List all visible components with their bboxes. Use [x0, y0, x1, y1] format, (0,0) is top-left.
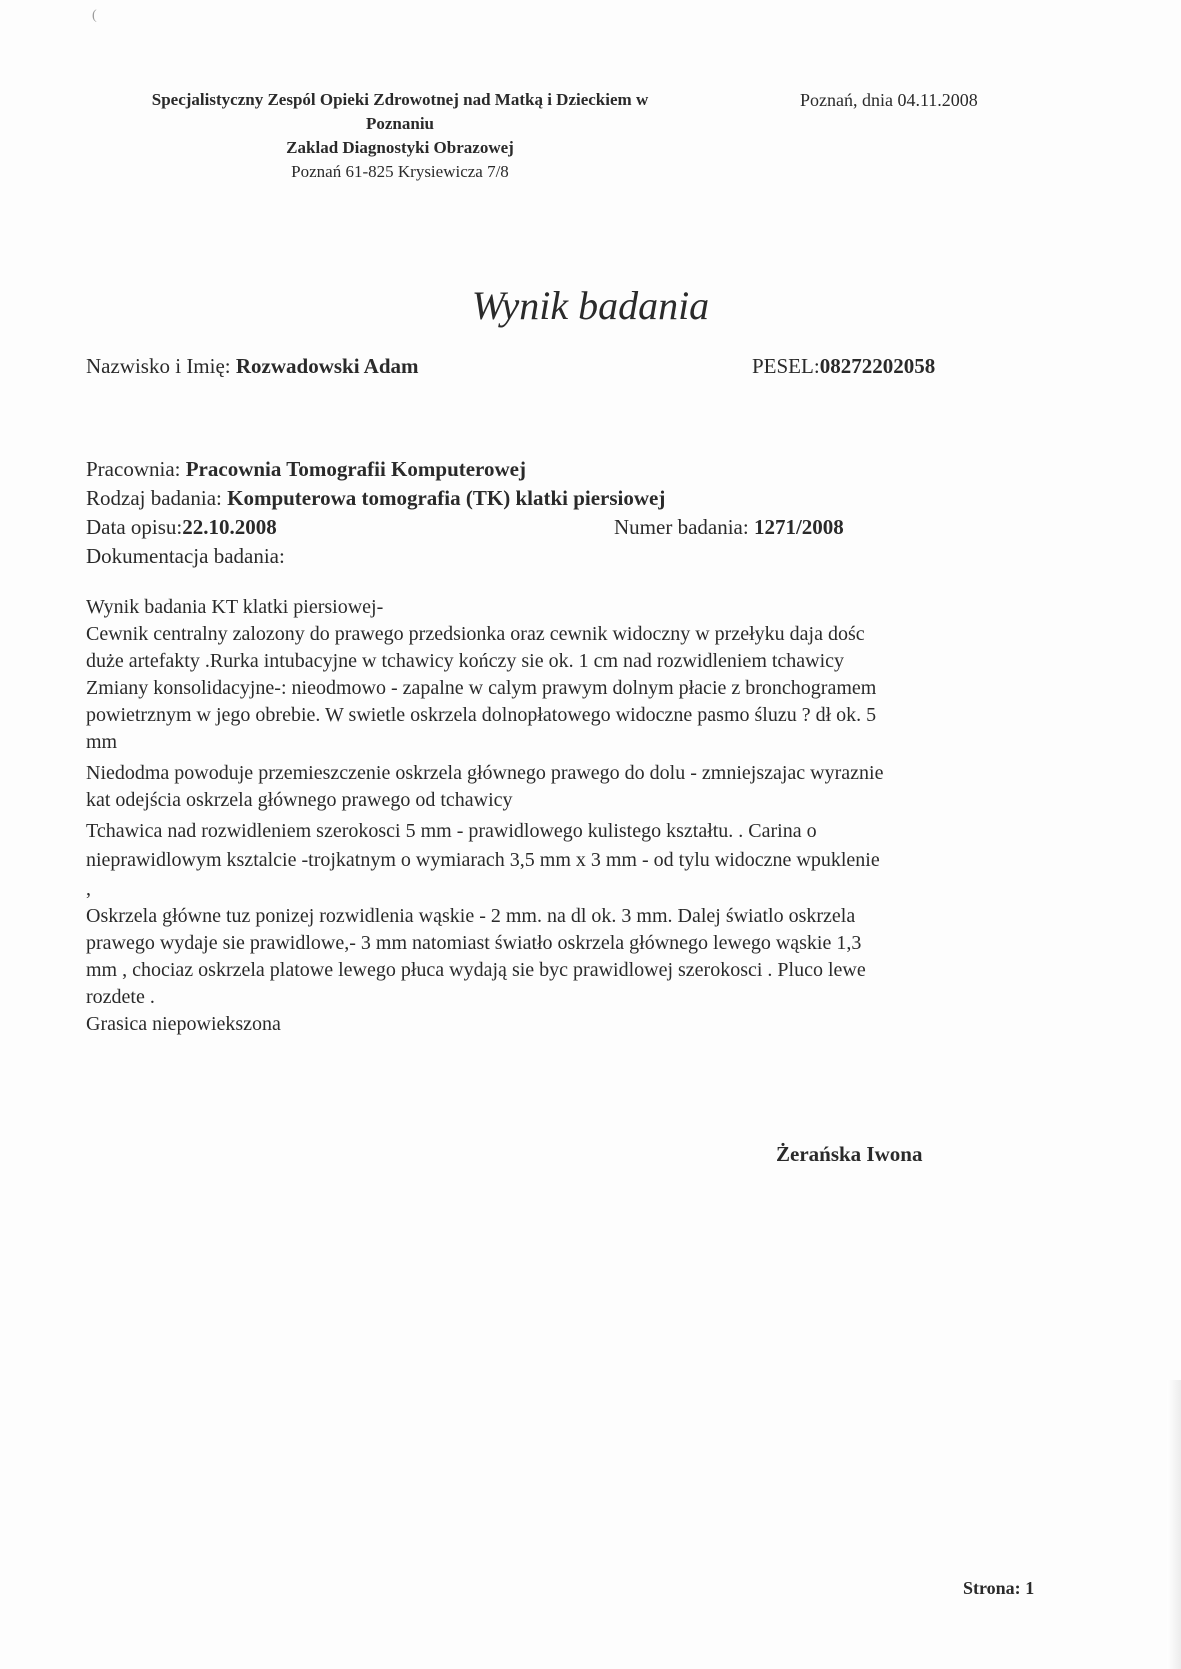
description-date-row	[86, 513, 277, 541]
report-line: nieprawidlowym ksztalcie -trojkatnym o wymiarach 3,5 mm x 3 mm - od tylu widoczne wpuklenie	[86, 849, 880, 871]
exam-type-row	[86, 484, 665, 512]
report-line: Wynik badania KT klatki piersiowej-	[86, 596, 384, 618]
documentation-row	[86, 542, 285, 570]
patient-name-label: Nazwisko i Imię:	[86, 354, 231, 378]
institution-address: Poznań 61-825 Krysiewicza 7/8	[291, 162, 509, 181]
documentation-label: Dokumentacja badania:	[86, 544, 285, 568]
report-line: Grasica niepowiekszona	[86, 1013, 281, 1035]
lab-row	[86, 455, 526, 483]
description-date-label: Data opisu:	[86, 515, 183, 539]
report-line: duże artefakty .Rurka intubacyjne w tchawicy kończy sie ok. 1 cm nad rozwidleniem tchawicy	[86, 650, 845, 672]
report-line: mm , chociaz oskrzela platowe lewego płuca wydają sie byc prawidlowej szerokosci . Pluco lewe	[86, 959, 866, 981]
scan-edge-shadow	[1167, 1380, 1181, 1669]
report-line: Zmiany konsolidacyjne-: nieodmowo - zapalne w calym prawym dolnym płacie z bronchogramem	[86, 677, 877, 699]
pesel-label: PESEL:	[752, 354, 820, 378]
institution-name-line2: Poznaniu	[365, 114, 435, 133]
report-line: prawego wydaje sie prawidlowe,- 3 mm natomiast światło oskrzela głównego lewego wąskie 1,3	[86, 932, 862, 954]
place-date: Poznań, dnia 04.11.2008	[800, 90, 978, 110]
report-line: Cewnik centralny zalozony do prawego przedsionka oraz cewnik widoczny w przełyku daja dośc	[86, 623, 865, 645]
report-line: Oskrzela główne tuz ponizej rozwidlenia wąskie - 2 mm. na dl ok. 3 mm. Dalej światlo oskrzela	[86, 905, 856, 927]
institution-header	[80, 88, 720, 184]
pesel-value: 08272202058	[819, 354, 936, 378]
patient-name-row	[86, 352, 419, 380]
pesel-row	[752, 352, 935, 380]
institution-name-line1: Specjalistyczny Zespól Opieki Zdrowotnej nad Matką i Dzieckiem w	[151, 90, 649, 109]
report-line: powietrznym w jego obrebie. W swietle oskrzela dolnopłatowego widoczne pasmo śluzu ? dł ok. 5	[86, 704, 877, 726]
patient-name-value: Rozwadowski Adam	[235, 354, 419, 378]
report-line: rozdete .	[86, 986, 155, 1008]
report-line: Tchawica nad rozwidleniem szerokosci 5 mm - prawidlowego kulistego kształtu. . Carina o	[86, 820, 817, 842]
report-line: ,	[86, 878, 91, 900]
physician-signature: Żerańska Iwona	[776, 1142, 923, 1166]
report-line: kat odejścia oskrzela głównego prawego od tchawicy	[86, 789, 513, 811]
lab-label: Pracownia:	[86, 457, 181, 481]
department-name: Zaklad Diagnostyki Obrazowej	[286, 138, 514, 157]
exam-number-value: 1271/2008	[753, 515, 844, 539]
page-number-value: 1	[1025, 1578, 1035, 1598]
document-title: Wynik badania	[471, 283, 710, 328]
exam-type-label: Rodzaj badania:	[86, 486, 222, 510]
exam-number-row	[614, 513, 844, 541]
description-date-value: 22.10.2008	[182, 515, 277, 539]
page-number	[963, 1578, 1034, 1599]
lab-value: Pracownia Tomografii Komputerowej	[185, 457, 526, 481]
exam-type-value: Komputerowa tomografia (TK) klatki piersiowej	[227, 486, 666, 510]
report-line: Niedodma powoduje przemieszczenie oskrzela głównego prawego do dolu - zmniejszajac wyraznie	[86, 762, 884, 784]
scan-mark: (	[92, 8, 97, 23]
page-number-label: Strona:	[963, 1578, 1021, 1598]
report-line: mm	[86, 731, 118, 753]
exam-number-label: Numer badania:	[614, 515, 749, 539]
